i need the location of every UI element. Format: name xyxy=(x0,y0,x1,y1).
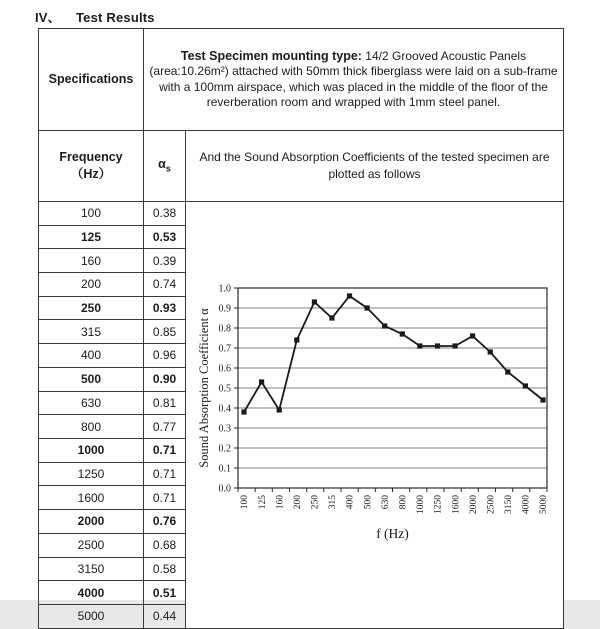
svg-text:3150: 3150 xyxy=(504,494,514,514)
alpha-value-cell: 0.51 xyxy=(144,581,186,605)
table-row xyxy=(39,201,564,225)
section-numeral: IV、 xyxy=(35,10,61,25)
svg-text:5000: 5000 xyxy=(539,494,550,514)
x-axis-ticks xyxy=(238,488,547,492)
frequency-cell: 500 xyxy=(39,367,144,391)
alpha-value-cell: 0.38 xyxy=(144,201,186,225)
alpha-value-cell: 0.81 xyxy=(144,391,186,415)
frequency-cell: 400 xyxy=(39,344,144,368)
frequency-column-header: Frequency （Hz） xyxy=(39,130,144,201)
frequency-cell: 1250 xyxy=(39,462,144,486)
frequency-cell: 315 xyxy=(39,320,144,344)
frequency-cell: 2500 xyxy=(39,533,144,557)
svg-text:0.6: 0.6 xyxy=(218,363,231,375)
svg-text:0.9: 0.9 xyxy=(218,303,231,315)
mounting-type-label: Test Specimen mounting type: xyxy=(180,48,362,63)
alpha-value-cell: 0.71 xyxy=(144,438,186,462)
svg-text:250: 250 xyxy=(310,494,321,510)
data-line xyxy=(244,296,543,412)
alpha-value-cell: 0.74 xyxy=(144,272,186,296)
data-markers xyxy=(241,293,545,414)
svg-text:0.2: 0.2 xyxy=(218,443,231,455)
alpha-value-cell: 0.85 xyxy=(144,320,186,344)
svg-text:500: 500 xyxy=(363,494,374,510)
alpha-value-cell: 0.71 xyxy=(144,486,186,510)
svg-text:2500: 2500 xyxy=(486,494,497,514)
frequency-cell: 100 xyxy=(39,201,144,225)
chart-cell xyxy=(186,201,564,628)
data-rows xyxy=(39,201,564,628)
frequency-cell: 2000 xyxy=(39,510,144,534)
frequency-cell: 125 xyxy=(39,225,144,249)
mounting-type-description: 14/2 Grooved Acoustic Panels (area:10.26m²) attached with 50mm thick fiberglass were laid on a sub-frame with a 100mm airspace, which was placed in the middle of the floor of the reverberation room and wrapped with 1mm steel panel. xyxy=(149,48,558,110)
alpha-value-cell: 0.76 xyxy=(144,510,186,534)
svg-text:200: 200 xyxy=(293,494,303,510)
svg-text:0.3: 0.3 xyxy=(218,423,231,435)
svg-text:800: 800 xyxy=(398,494,409,510)
y-axis-ticks xyxy=(219,283,239,494)
x-axis-label: f (Hz) xyxy=(376,525,409,541)
section-title: Test Results xyxy=(76,10,155,25)
frequency-cell: 160 xyxy=(39,249,144,273)
frequency-cell: 4000 xyxy=(39,581,144,605)
svg-text:630: 630 xyxy=(380,494,391,510)
frequency-cell: 1600 xyxy=(39,486,144,510)
frequency-cell: 630 xyxy=(39,391,144,415)
alpha-value-cell: 0.68 xyxy=(144,533,186,557)
svg-text:100: 100 xyxy=(240,494,251,510)
svg-text:0.8: 0.8 xyxy=(218,323,231,335)
alpha-value-cell: 0.71 xyxy=(144,462,186,486)
specifications-row xyxy=(39,29,564,131)
alpha-value-cell: 0.96 xyxy=(144,344,186,368)
svg-text:0.1: 0.1 xyxy=(218,463,231,475)
svg-text:0.0: 0.0 xyxy=(218,483,231,495)
frequency-cell: 250 xyxy=(39,296,144,320)
x-axis-labels xyxy=(240,495,549,514)
header-row xyxy=(39,130,564,201)
specifications-text xyxy=(144,29,564,131)
chart-caption: And the Sound Absorption Coefficients of the tested specimen are plotted as follows xyxy=(186,130,564,201)
y-axis-label: Sound Absorption Coefficient α xyxy=(197,308,211,468)
results-table xyxy=(38,28,564,629)
svg-text:400: 400 xyxy=(345,494,356,510)
svg-text:1250: 1250 xyxy=(433,494,444,514)
alpha-column-header: $\alpha_s$ xyxy=(144,130,186,201)
svg-text:0.4: 0.4 xyxy=(218,403,231,415)
svg-text:160: 160 xyxy=(275,494,286,510)
svg-text:1600: 1600 xyxy=(451,494,462,514)
alpha-value-cell: 0.58 xyxy=(144,557,186,581)
svg-text:0.5: 0.5 xyxy=(218,383,231,395)
specifications-label: Specifications xyxy=(39,29,144,131)
frequency-cell: 3150 xyxy=(39,557,144,581)
alpha-value-cell: 0.39 xyxy=(144,249,186,273)
svg-text:315: 315 xyxy=(328,494,339,510)
alpha-value-cell: 0.93 xyxy=(144,296,186,320)
frequency-cell: 800 xyxy=(39,415,144,439)
alpha-value-cell: 0.53 xyxy=(144,225,186,249)
svg-text:4000: 4000 xyxy=(521,494,532,514)
frequency-cell: 1000 xyxy=(39,438,144,462)
svg-text:125: 125 xyxy=(257,494,268,510)
svg-text:0.7: 0.7 xyxy=(218,343,231,355)
alpha-value-cell: 0.77 xyxy=(144,415,186,439)
alpha-value-cell: 0.90 xyxy=(144,367,186,391)
svg-text:1000: 1000 xyxy=(416,494,427,514)
frequency-cell: 5000 xyxy=(39,605,144,629)
svg-text:1.0: 1.0 xyxy=(218,283,231,295)
page-title xyxy=(35,7,155,26)
alpha-value-cell: 0.44 xyxy=(144,605,186,629)
frequency-cell: 200 xyxy=(39,272,144,296)
absorption-chart xyxy=(186,202,564,628)
svg-text:2000: 2000 xyxy=(468,494,479,514)
